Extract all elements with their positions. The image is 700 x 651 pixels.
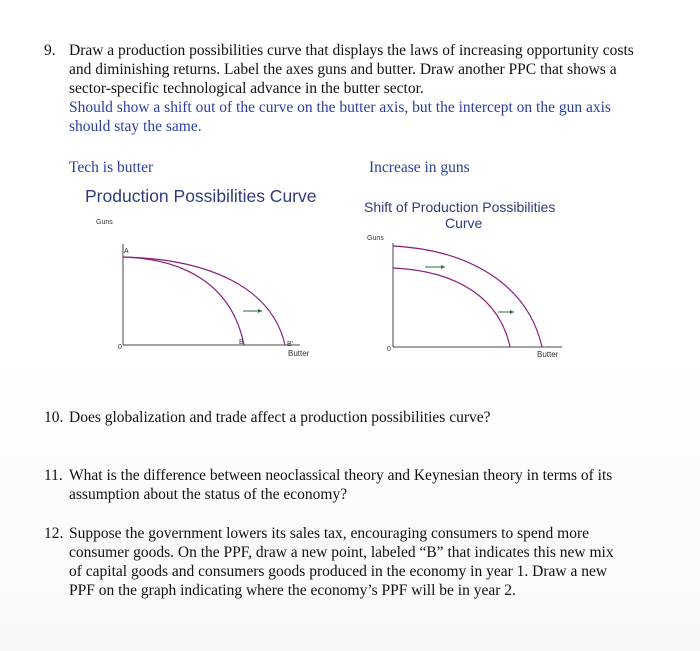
question-text: Does globalization and trade affect a production possibilities curve? <box>69 409 491 426</box>
question-11 <box>44 466 634 504</box>
left-caption: Tech is butter <box>69 159 154 176</box>
right-caption: Increase in guns <box>369 159 470 176</box>
question-12 <box>44 524 629 600</box>
question-10 <box>44 408 634 427</box>
right-origin-label: 0 <box>387 346 391 353</box>
answer-text: Should show a shift out of the curve on the butter axis, but the intercept on the gun axis should stay the same. <box>69 99 611 135</box>
question-text: Draw a production possibilities curve that displays the laws of increasing opportunity costs and diminishing returns. Label the axes guns and butter. Draw another PPC that shows a sector-specific technological advance in the butter sector. <box>69 42 634 97</box>
right-y-axis-label: Guns <box>367 235 384 242</box>
question-text: Suppose the government lowers its sales tax, encouraging consumers to spend more consumer goods. On the PPF, draw a new point, labeled “B” that indicates this new mix of capital goods and consumers goods produced in the economy in year 1. Draw a new PPF on the graph indicating where the economy’s PPF will be in year 2. <box>69 525 614 599</box>
right-ppc-shifted-curve <box>393 246 542 347</box>
left-point-b-prime-label: B' <box>287 341 294 348</box>
right-chart-title-line2: Curve <box>445 215 483 231</box>
left-chart-title: Production Possibilities Curve <box>85 186 317 206</box>
left-x-axis-label: Butter <box>288 349 310 358</box>
question-text: What is the difference between neoclassical theory and Keynesian theory in terms of its assumption about the status of the economy? <box>69 467 613 503</box>
right-shift-arrowhead-top <box>441 265 445 269</box>
question-number: 12. <box>44 525 64 542</box>
right-shift-arrowhead-bottom <box>510 310 514 314</box>
left-point-a-label: A <box>124 248 129 255</box>
left-origin-label: 0 <box>118 344 122 351</box>
left-y-axis-label: Guns <box>96 219 113 226</box>
question-number: 11. <box>44 467 63 484</box>
left-point-b-label: B <box>239 339 244 346</box>
right-chart-title-line1: Shift of Production Possibilities <box>364 199 556 215</box>
question-number: 9. <box>44 42 56 59</box>
right-ppc-original-curve <box>393 268 510 347</box>
right-x-axis-label: Butter <box>537 350 559 359</box>
question-number: 10. <box>44 409 64 426</box>
